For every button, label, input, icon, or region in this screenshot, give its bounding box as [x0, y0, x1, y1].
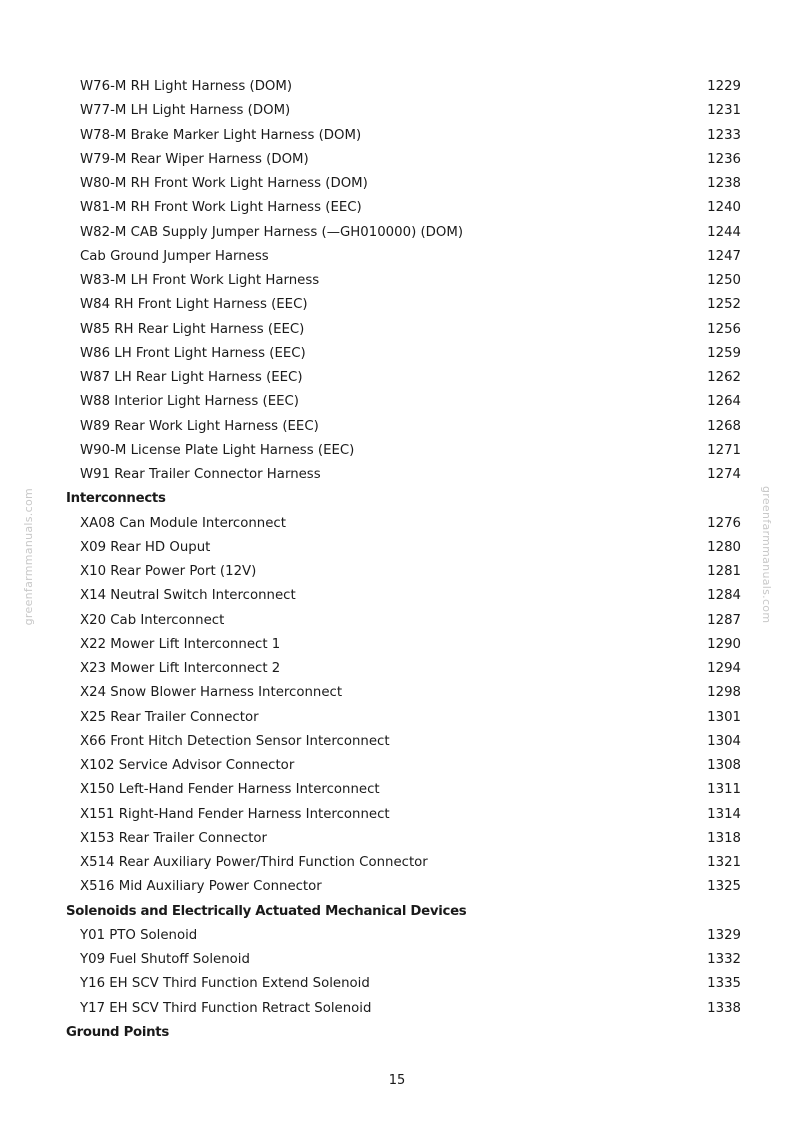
toc-entry-page: 1240: [707, 200, 741, 216]
toc-entry-page: 1268: [707, 418, 741, 434]
watermark-right: greenfarmmanuals.com: [760, 486, 773, 624]
toc-entry-page: 1247: [707, 248, 741, 264]
toc-entry-label: X09 Rear HD Ouput: [80, 539, 211, 555]
toc-entry-page: 1281: [707, 564, 741, 579]
toc-entry-page: 1262: [707, 370, 741, 385]
toc-entry-page: 1287: [707, 612, 741, 628]
toc-entry[interactable]: [0, 972, 794, 996]
toc-entry-label: X151 Right-Hand Fender Harness Interconnect: [80, 806, 390, 822]
toc-entry-label: W88 Interior Light Harness (EEC): [80, 394, 299, 410]
toc-entry-label: W89 Rear Work Light Harness (EEC): [80, 418, 319, 434]
toc-entry-page: 1298: [707, 685, 741, 701]
toc-entry-label: W91 Rear Trailer Connector Harness: [80, 467, 321, 482]
toc-entry-page: 1238: [707, 176, 741, 191]
toc-entry-label: X102 Service Advisor Connector: [80, 758, 295, 773]
toc-entry-page: 1308: [707, 758, 741, 773]
toc-entry[interactable]: [0, 75, 794, 99]
section-heading-label: Interconnects: [66, 491, 166, 507]
toc-entry-label: X516 Mid Auxiliary Power Connector: [80, 879, 322, 895]
toc-entry-page: 1325: [707, 879, 741, 895]
toc-entry-label: W81-M RH Front Work Light Harness (EEC): [80, 200, 362, 216]
toc-entry-page: 1236: [707, 151, 741, 167]
section-heading-label: Ground Points: [66, 1024, 169, 1040]
toc-entry-page: 1332: [707, 952, 741, 967]
toc-entry-label: X153 Rear Trailer Connector: [80, 830, 268, 846]
toc-entry-label: Cab Ground Jumper Harness: [80, 248, 269, 264]
toc-entry-label: X66 Front Hitch Detection Sensor Interconnect: [80, 733, 390, 749]
toc-entry-page: 1290: [707, 636, 741, 652]
toc-entry-label: X24 Snow Blower Harness Interconnect: [80, 685, 343, 701]
toc-entry[interactable]: [0, 148, 794, 172]
toc-section-heading: [0, 900, 794, 924]
toc-entry-label: X25 Rear Trailer Connector: [80, 709, 259, 725]
toc-entry-page: 1229: [707, 79, 741, 94]
toc-entry-label: W82-M CAB Supply Jumper Harness (—GH010000) (DOM): [80, 224, 464, 240]
toc-entry[interactable]: [0, 827, 794, 851]
toc-entry[interactable]: [0, 730, 794, 754]
toc-entry-page: 1314: [707, 806, 741, 822]
toc-entry[interactable]: [0, 221, 794, 245]
toc-entry[interactable]: [0, 124, 794, 148]
toc-entry-label: X20 Cab Interconnect: [80, 612, 225, 628]
toc-entry-page: 1231: [707, 103, 741, 119]
toc-entry[interactable]: [0, 875, 794, 899]
toc-entry[interactable]: [0, 997, 794, 1021]
toc-entry[interactable]: [0, 269, 794, 293]
toc-entry-page: 1233: [707, 127, 741, 143]
toc-entry[interactable]: [0, 681, 794, 705]
toc-entry-page: 1274: [707, 467, 741, 482]
toc-entry[interactable]: [0, 172, 794, 196]
toc-entry[interactable]: [0, 318, 794, 342]
toc-entry-page: 1276: [707, 515, 741, 531]
toc-entry[interactable]: [0, 948, 794, 972]
toc-entry-page: 1301: [707, 709, 741, 725]
toc-entry-label: X10 Rear Power Port (12V): [80, 564, 257, 579]
toc-entry-label: W83-M LH Front Work Light Harness: [80, 273, 320, 288]
toc-entry-label: W85 RH Rear Light Harness (EEC): [80, 321, 305, 337]
toc-entry[interactable]: [0, 99, 794, 123]
toc-entry-label: W86 LH Front Light Harness (EEC): [80, 345, 306, 361]
toc-section-heading: [0, 1021, 794, 1045]
watermark-left: greenfarmmanuals.com: [22, 488, 35, 626]
toc-entry-label: W79-M Rear Wiper Harness (DOM): [80, 151, 309, 167]
toc-entry-page: 1256: [707, 321, 741, 337]
toc-entry-page: 1252: [707, 297, 741, 313]
toc-entry[interactable]: [0, 609, 794, 633]
toc-entry[interactable]: [0, 463, 794, 487]
toc-entry-page: 1250: [707, 273, 741, 288]
toc-entry[interactable]: [0, 439, 794, 463]
toc-entry-label: W76-M RH Light Harness (DOM): [80, 79, 293, 94]
toc-entry[interactable]: [0, 803, 794, 827]
toc-entry[interactable]: [0, 924, 794, 948]
toc-entry-label: W87 LH Rear Light Harness (EEC): [80, 370, 303, 385]
toc-entry[interactable]: [0, 196, 794, 220]
toc-entry[interactable]: [0, 633, 794, 657]
toc-entry[interactable]: [0, 536, 794, 560]
toc-entry[interactable]: [0, 778, 794, 802]
toc-entry-label: X514 Rear Auxiliary Power/Third Function Connector: [80, 855, 428, 870]
toc-entry-label: X14 Neutral Switch Interconnect: [80, 588, 296, 604]
toc-entry-page: 1294: [707, 661, 741, 676]
toc-entry[interactable]: [0, 415, 794, 439]
toc-entry-page: 1271: [707, 442, 741, 458]
toc-section-heading: [0, 487, 794, 511]
toc-entry-label: XA08 Can Module Interconnect: [80, 515, 286, 531]
toc-entry[interactable]: [0, 754, 794, 778]
toc-entry-page: 1264: [707, 394, 741, 410]
toc-entry-label: W90-M License Plate Light Harness (EEC): [80, 442, 355, 458]
section-heading-label: Solenoids and Electrically Actuated Mechanical Devices: [66, 903, 467, 919]
toc-entry[interactable]: [0, 342, 794, 366]
toc-entry-page: 1335: [707, 976, 741, 992]
toc-entry-label: X23 Mower Lift Interconnect 2: [80, 661, 281, 676]
toc-entry-label: W77-M LH Light Harness (DOM): [80, 103, 291, 119]
toc-entry[interactable]: [0, 293, 794, 317]
table-of-contents: [0, 75, 794, 1045]
toc-entry[interactable]: [0, 851, 794, 875]
toc-entry[interactable]: [0, 366, 794, 390]
toc-entry[interactable]: [0, 390, 794, 414]
toc-entry-page: 1280: [707, 539, 741, 555]
toc-entry-page: 1329: [707, 927, 741, 943]
toc-entry-label: Y09 Fuel Shutoff Solenoid: [80, 952, 250, 967]
page-number: 15: [388, 1073, 406, 1088]
toc-entry-page: 1321: [707, 855, 741, 870]
toc-entry-label: Y01 PTO Solenoid: [80, 927, 198, 943]
toc-entry-page: 1284: [707, 588, 741, 604]
toc-entry-label: W84 RH Front Light Harness (EEC): [80, 297, 308, 313]
toc-entry[interactable]: [0, 584, 794, 608]
toc-entry-page: 1259: [707, 345, 741, 361]
toc-entry-label: X150 Left-Hand Fender Harness Interconnect: [80, 782, 380, 798]
toc-entry-label: Y17 EH SCV Third Function Retract Solenoid: [80, 1000, 372, 1016]
toc-entry[interactable]: [0, 560, 794, 584]
toc-entry[interactable]: [0, 706, 794, 730]
toc-entry-label: W80-M RH Front Work Light Harness (DOM): [80, 176, 368, 191]
toc-entry[interactable]: [0, 245, 794, 269]
toc-entry-page: 1318: [707, 830, 741, 846]
toc-entry-page: 1304: [707, 733, 741, 749]
toc-entry-page: 1338: [707, 1000, 741, 1016]
toc-entry-page: 1244: [707, 224, 741, 240]
toc-entry-label: Y16 EH SCV Third Function Extend Solenoid: [80, 976, 370, 992]
toc-entry-page: 1311: [707, 782, 741, 798]
toc-entry-label: X22 Mower Lift Interconnect 1: [80, 636, 281, 652]
toc-entry[interactable]: [0, 657, 794, 681]
toc-entry[interactable]: [0, 512, 794, 536]
toc-entry-label: W78-M Brake Marker Light Harness (DOM): [80, 127, 362, 143]
